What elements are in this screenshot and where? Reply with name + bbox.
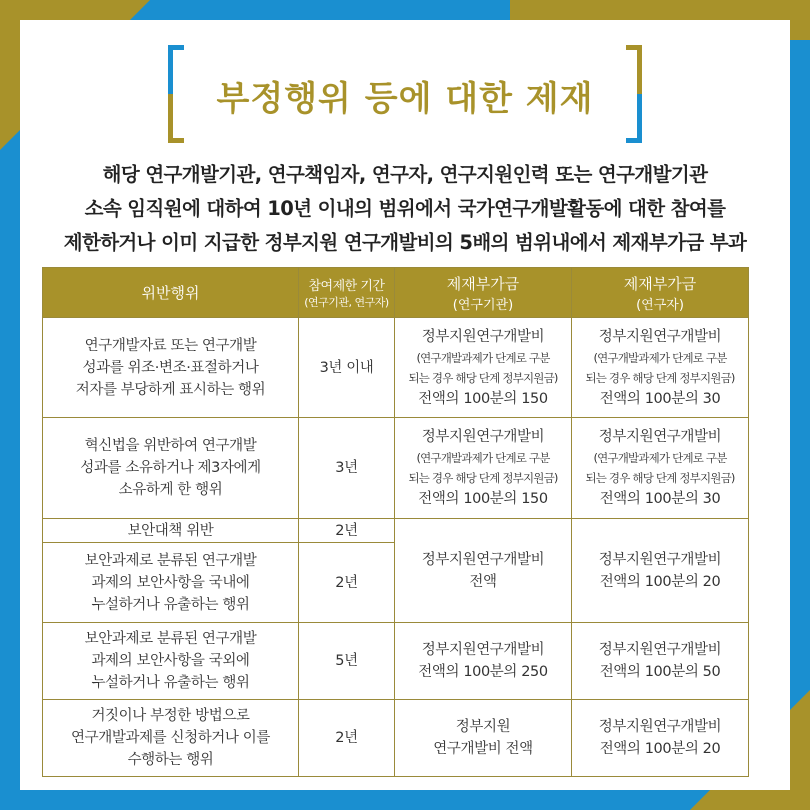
description bbox=[40, 158, 770, 260]
violation-cell: 연구개발자료 또는 연구개발 성과를 위조·변조·표절하거나 저자를 부당하게 표시하는 행위 bbox=[43, 318, 299, 418]
description-line: 해당 연구개발기관, 연구책임자, 연구자, 연구지원인력 또는 연구개발기관 bbox=[102, 163, 708, 186]
period-cell: 3년 bbox=[299, 418, 395, 519]
page-title: 부정행위 등에 대한 제재 bbox=[216, 79, 594, 119]
header-violation: 위반행위 bbox=[43, 268, 299, 318]
violation-cell: 거짓이나 부정한 방법으로 연구개발과제를 신청하거나 이를 수행하는 행위 bbox=[43, 700, 299, 777]
fine-org-cell: 정부지원연구개발비 전액 bbox=[395, 519, 572, 623]
description-line: 제한하거나 이미 지급한 정부지원 연구개발비의 5배의 범위내에서 제재부가금 부과 bbox=[63, 231, 747, 254]
fine-org-cell: 정부지원 연구개발비 전액 bbox=[395, 700, 572, 777]
table-row bbox=[43, 700, 749, 777]
period-cell: 5년 bbox=[299, 623, 395, 700]
title-block bbox=[168, 45, 642, 143]
period-cell: 3년 이내 bbox=[299, 318, 395, 418]
fine-researcher-cell: 정부지원연구개발비 (연구개발과제가 단계로 구분 되는 경우 해당 단계 정부지원금) 전액의 100분의 30 bbox=[572, 318, 749, 418]
table-row bbox=[43, 318, 749, 418]
fine-org-cell: 정부지원연구개발비 전액의 100분의 250 bbox=[395, 623, 572, 700]
fine-org-cell: 정부지원연구개발비 (연구개발과제가 단계로 구분 되는 경우 해당 단계 정부지원금) 전액의 100분의 150 bbox=[395, 418, 572, 519]
table-row bbox=[43, 623, 749, 700]
fine-org-cell: 정부지원연구개발비 (연구개발과제가 단계로 구분 되는 경우 해당 단계 정부지원금) 전액의 100분의 150 bbox=[395, 318, 572, 418]
table-header-row bbox=[43, 268, 749, 318]
period-cell: 2년 bbox=[299, 700, 395, 777]
violation-cell: 보안과제로 분류된 연구개발 과제의 보안사항을 국내에 누설하거나 유출하는 행위 bbox=[43, 543, 299, 623]
table-row bbox=[43, 519, 749, 543]
violation-cell: 혁신법을 위반하여 연구개발 성과를 소유하거나 제3자에게 소유하게 한 행위 bbox=[43, 418, 299, 519]
header-period: 참여제한 기간 (연구기관, 연구자) bbox=[299, 268, 395, 318]
period-cell: 2년 bbox=[299, 519, 395, 543]
right-bracket-icon bbox=[626, 45, 642, 143]
header-fine-researcher: 제재부가금 (연구자) bbox=[572, 268, 749, 318]
fine-researcher-cell: 정부지원연구개발비 (연구개발과제가 단계로 구분 되는 경우 해당 단계 정부지원금) 전액의 100분의 30 bbox=[572, 418, 749, 519]
header-fine-org: 제재부가금 (연구기관) bbox=[395, 268, 572, 318]
fine-researcher-cell: 정부지원연구개발비 전액의 100분의 20 bbox=[572, 700, 749, 777]
description-line: 소속 임직원에 대하여 10년 이내의 범위에서 국가연구개발활동에 대한 참여를 bbox=[84, 197, 726, 220]
fine-researcher-cell: 정부지원연구개발비 전액의 100분의 50 bbox=[572, 623, 749, 700]
period-cell: 2년 bbox=[299, 543, 395, 623]
violation-cell: 보안대책 위반 bbox=[43, 519, 299, 543]
fine-researcher-cell: 정부지원연구개발비 전액의 100분의 20 bbox=[572, 519, 749, 623]
violation-cell: 보안과제로 분류된 연구개발 과제의 보안사항을 국외에 누설하거나 유출하는 행위 bbox=[43, 623, 299, 700]
sanction-table bbox=[42, 267, 749, 777]
table-row bbox=[43, 418, 749, 519]
